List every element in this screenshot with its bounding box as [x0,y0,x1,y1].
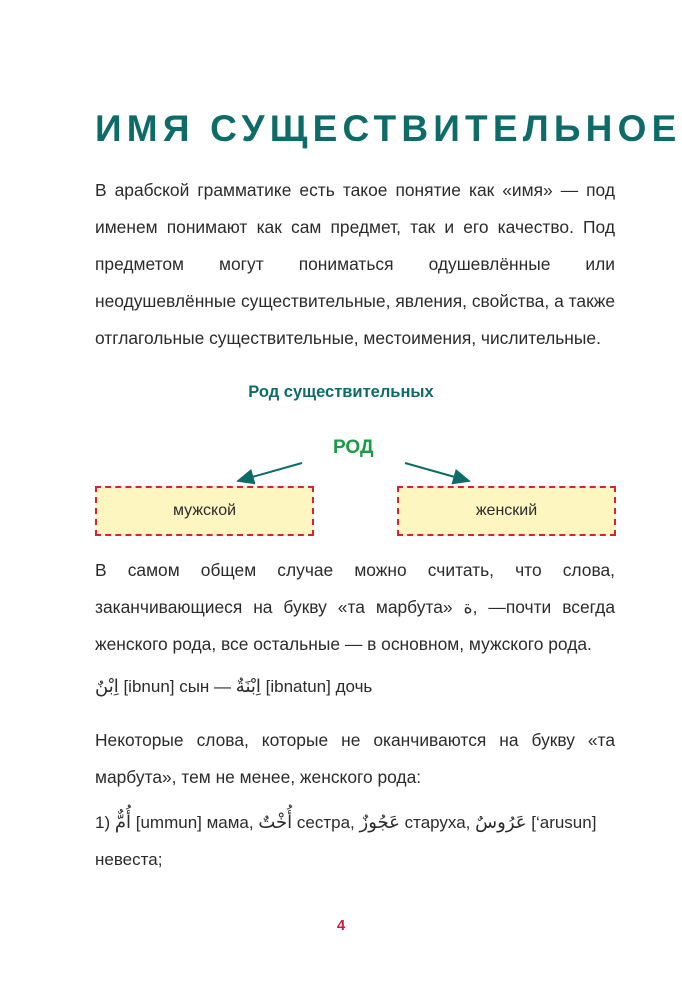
feminine-label: женский [475,502,538,519]
page-number: 4 [336,917,346,934]
list-number: 1) [95,813,111,832]
translit-son: [ibnun] сын — [123,677,232,696]
section-heading: Род существительных [248,383,434,401]
translit-bride: [‘arusun] [531,813,597,832]
masculine-label: мужской [172,502,237,519]
arabic-word-sister: أُخْتٌ [258,812,293,833]
arabic-word-mother: أُمٌّ [114,812,132,833]
translit-mother: [ummun] мама, [135,813,254,832]
intro-paragraph: В арабской грамматике есть такое понятие как «имя» — под именем понимают как сам предмет, так и его качество. Под предметом могут пониматься одушевлённые или неодушевлённые существительные, явления, свойства, а также отглагольные существительные, местоимения, числительные. [95,180,615,348]
translation-bride: невеста; [95,850,163,869]
arabic-word-son: اِبْنٌ [95,676,119,697]
exceptions-list-item-continued [95,850,162,870]
diagram-root-label: РОД [333,437,374,458]
rule-paragraph: В самом общем случае можно считать, что слова, заканчивающиеся на букву «та марбута» ة, —почти всегда женского рода, все остальные — в основном, мужского рода. [95,560,616,654]
translation-old-woman: старуха, [404,813,471,832]
arabic-word-bride: عَرُوسٌ [475,812,527,833]
arabic-word-daughter: اِبْنَةٌ [235,676,261,697]
example-son-daughter [95,676,372,697]
exceptions-paragraph: Некоторые слова, которые не оканчиваются на букву «та марбута», тем не менее, женского рода: [95,730,615,787]
exceptions-list-item [95,812,596,833]
arabic-word-old-woman: عَجُوزٌ [359,812,400,833]
translit-daughter: [ibnatun] дочь [265,677,373,696]
page-title: ИМЯ СУЩЕСТВИТЕЛЬНОЕ [95,108,682,149]
arrow-right [405,463,469,481]
masculine-box [95,486,314,536]
feminine-box [397,486,616,536]
translation-sister: сестра, [296,813,355,832]
arrow-left [238,463,302,481]
